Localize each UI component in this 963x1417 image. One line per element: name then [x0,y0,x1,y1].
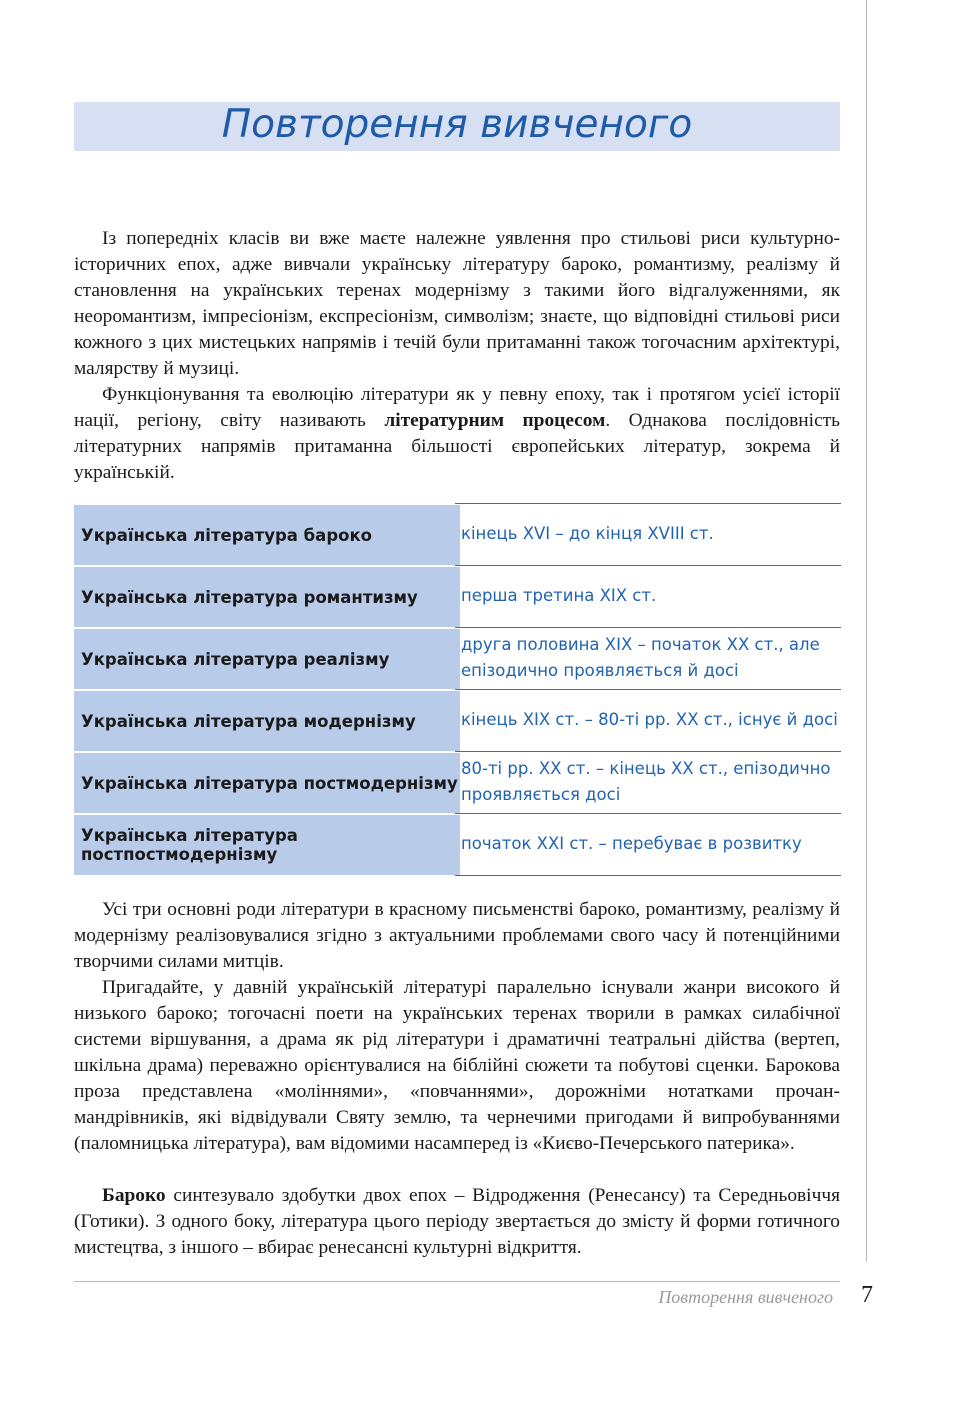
movement-cell: Українська література модернізму [74,689,460,751]
period-cell: перша третина XIX ст. [455,565,841,626]
intro-paragraph [74,226,840,382]
page-title: Повторення вивченого [221,102,693,147]
movement-cell: Українська література реалізму [74,627,460,689]
table-row [74,751,841,813]
table-row [74,565,841,627]
literary-periods-table [74,503,841,875]
movement-cell: Українська література постмодернізму [74,751,460,813]
table-row [74,627,841,689]
table-row [74,689,841,751]
movement-cell: Українська література романтизму [74,565,460,627]
baroque-paragraph-text: синтезувало здобутки двох епох – Відродження (Ренесансу) та Середньовіччя (Готики). З одного боку, література цього періоду звертається до змісту й форми готичного мистецтва, з іншого – вбирає ренесансні культурні відкриття. [74,1185,840,1258]
page-edge-rule [866,0,867,1262]
literary-process-text-after: . Однакова послідовність літературних напрямів притаманна більшості європейських літератур, зокрема й українській. [74,410,840,483]
baroque-term: Бароко [102,1185,166,1206]
movement-cell: Українська література бароко [74,503,460,565]
genres-paragraph-text: Усі три основні роди літератури в красному письменстві бароко, романтизму, реалізму й модернізму реалізовувалися згідно з актуальними проблемами свого часу й потенційними творчими силами митців. [74,899,840,972]
period-cell: 80-ті рр. XX ст. – кінець XX ст., епізодично проявляється досі [455,751,841,812]
literary-process-text-before: Функціонування та еволюцію літератури як у певну епоху, так і протягом усієї історії нації, регіону, світу називають [74,384,840,431]
genres-paragraph [74,897,840,975]
chapter-title-band [74,102,840,151]
table-row [74,813,841,875]
intro-paragraph-text: Із попередніх класів ви вже маєте належне уявлення про стильові риси культурно-історичних епох, адже вивчали українську літературу бароко, романтизму, реалізму й становлення на українських теренах модернізму з такими його відгалуженнями, як неоромантизм, імпресіонізм, експресіонізм, символізм; знаєте, що відповідні стильові риси кожного з цих мистецьких напрямів і течій були притаманні також тогочасним архітектурі, малярству й музиці. [74,228,840,379]
period-cell: кінець XIX ст. – 80-ті рр. XX ст., існує й досі [455,689,841,750]
movement-cell: Українська література постпостмодернізму [74,813,460,875]
literary-process-paragraph [74,382,840,486]
period-cell: кінець XVI – до кінця XVIII ст. [455,503,841,564]
page-number: 7 [861,1282,873,1308]
footer-rule [74,1281,840,1282]
literary-process-term: літературним процесом [384,410,606,431]
table-row [74,503,841,565]
old-literature-paragraph [74,975,840,1157]
table-bottom-rule [455,875,841,876]
baroque-paragraph [74,1183,840,1261]
running-footer-title: Повторення вивченого [658,1287,833,1307]
old-literature-paragraph-text: Пригадайте, у давній українській літературі паралельно існували жанри високого й низького бароко; тогочасні поети на українських теренах творили в рамках силабічної системи віршування, а драма як рід літератури і драматичні театральні дійства (вертеп, шкільна драма) переважно орієнтувалися на біблійні сюжети та побутові сценки. Барокова проза представлена «моліннями», «повчаннями», дорожніми нотатками прочан-мандрівників, які відвідували Святу землю, та чернечими пригодами й випробуваннями (паломницька література), вам відомими насамперед із «Києво-Печерського патерика». [74,977,840,1154]
period-cell: друга половина XIX – початок XX ст., але епізодично проявляється й досі [455,627,841,688]
period-cell: початок XXI ст. – перебуває в розвитку [455,813,841,874]
